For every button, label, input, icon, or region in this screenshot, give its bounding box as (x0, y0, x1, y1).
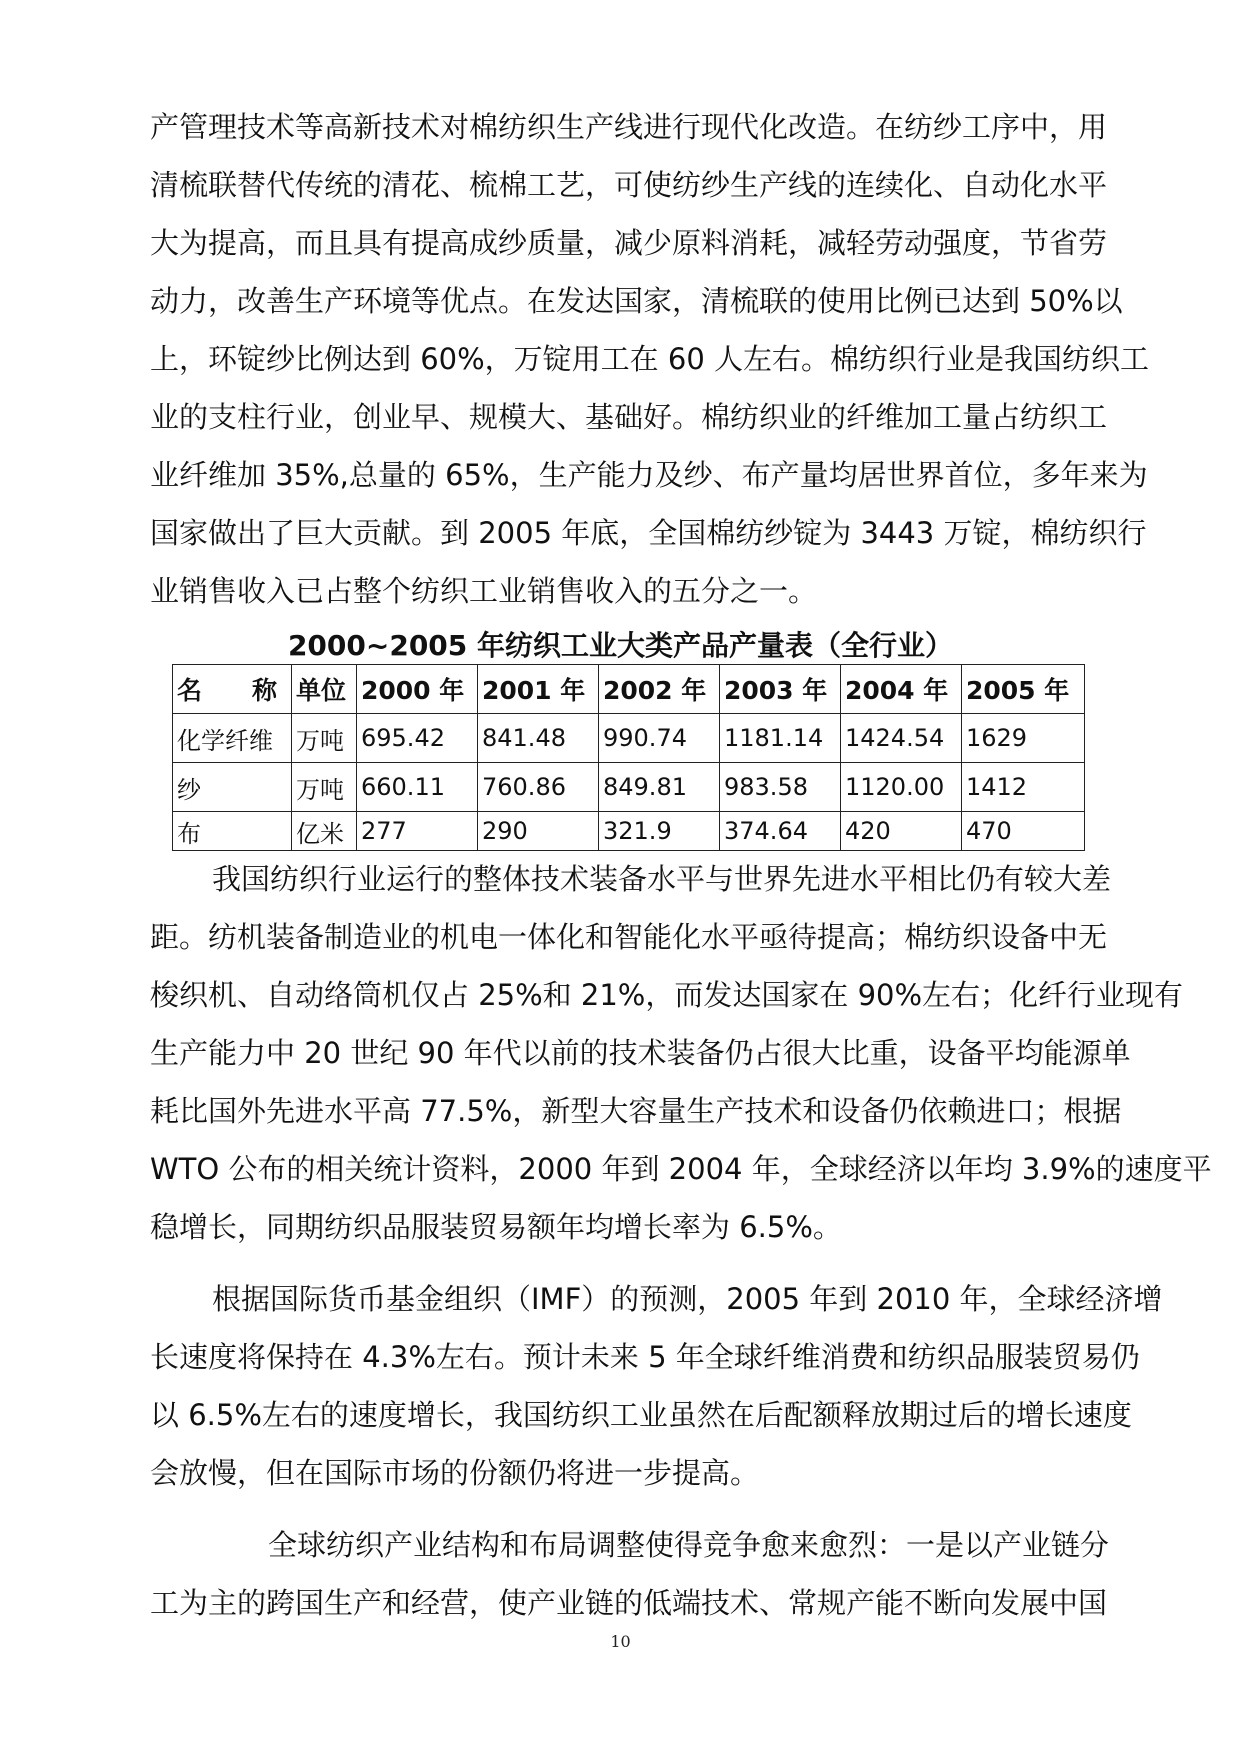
table-cell: 纱 (173, 763, 292, 812)
production-table (172, 664, 1085, 851)
text-line: 生产能力中 20 世纪 90 年代以前的技术装备仍占很大比重，设备平均能源单 (150, 1036, 1131, 1070)
text-line: WTO 公布的相关统计资料，2000 年到 2004 年，全球经济以年均 3.9%的速度平 (150, 1152, 1212, 1186)
text-line: 产管理技术等高新技术对棉纺织生产线进行现代化改造。在纺纱工序中，用 (150, 110, 1108, 144)
header-cell: 2000 年 (357, 665, 478, 714)
table-row (173, 812, 1085, 851)
text-line: 距。纺机装备制造业的机电一体化和智能化水平亟待提高；棉纺织设备中无 (150, 920, 1108, 954)
header-cell: 名 称 (173, 665, 292, 714)
table-cell: 1120.00 (841, 763, 962, 812)
text-line: 稳增长，同期纺织品服装贸易额年均增长率为 6.5%。 (150, 1210, 842, 1244)
table-cell: 290 (478, 812, 599, 851)
text-line: 业销售收入已占整个纺织工业销售收入的五分之一。 (150, 574, 818, 608)
table-cell: 321.9 (599, 812, 720, 851)
text-line: 长速度将保持在 4.3%左右。预计未来 5 年全球纤维消费和纺织品服装贸易仍 (150, 1340, 1140, 1374)
table-cell: 万吨 (292, 763, 357, 812)
table-cell: 841.48 (478, 714, 599, 763)
page-number: 10 (610, 1632, 631, 1651)
table-cell: 990.74 (599, 714, 720, 763)
text-line: 根据国际货币基金组织（IMF）的预测，2005 年到 2010 年，全球经济增 (212, 1282, 1163, 1316)
header-cell: 2003 年 (720, 665, 841, 714)
table-row (173, 763, 1085, 812)
table-row (173, 714, 1085, 763)
table-cell: 760.86 (478, 763, 599, 812)
table-header-row (173, 665, 1085, 714)
table-cell: 420 (841, 812, 962, 851)
text-line: 大为提高，而且具有提高成纱质量，减少原料消耗，减轻劳动强度，节省劳 (150, 226, 1108, 260)
table-cell: 277 (357, 812, 478, 851)
text-line: 清梳联替代传统的清花、梳棉工艺，可使纺纱生产线的连续化、自动化水平 (150, 168, 1108, 202)
table-cell: 470 (962, 812, 1085, 851)
text-line: 梭织机、自动络筒机仅占 25%和 21%，而发达国家在 90%左右；化纤行业现有 (150, 978, 1184, 1012)
text-line: 国家做出了巨大贡献。到 2005 年底，全国棉纺纱锭为 3443 万锭，棉纺织行 (150, 516, 1147, 550)
header-cell: 2005 年 (962, 665, 1085, 714)
table-cell: 布 (173, 812, 292, 851)
text-line: 我国纺织行业运行的整体技术装备水平与世界先进水平相比仍有较大差 (212, 862, 1112, 896)
text-line: 会放慢，但在国际市场的份额仍将进一步提高。 (150, 1456, 760, 1490)
text-line: 耗比国外先进水平高 77.5%，新型大容量生产技术和设备仍依赖进口；根据 (150, 1094, 1122, 1128)
header-cell: 单位 (292, 665, 357, 714)
header-cell: 2002 年 (599, 665, 720, 714)
table-cell: 亿米 (292, 812, 357, 851)
text-line: 以 6.5%左右的速度增长，我国纺织工业虽然在后配额释放期过后的增长速度 (150, 1398, 1132, 1432)
header-cell: 2001 年 (478, 665, 599, 714)
table-cell: 1181.14 (720, 714, 841, 763)
table-cell: 化学纤维 (173, 714, 292, 763)
text-line: 业的支柱行业，创业早、规模大、基础好。棉纺织业的纤维加工量占纺织工 (150, 400, 1108, 434)
text-line: 动力，改善生产环境等优点。在发达国家，清梳联的使用比例已达到 50%以 (150, 284, 1123, 318)
text-line: 工为主的跨国生产和经营，使产业链的低端技术、常规产能不断向发展中国 (150, 1586, 1108, 1620)
header-cell: 2004 年 (841, 665, 962, 714)
table-cell: 1629 (962, 714, 1085, 763)
text-line: 上，环锭纱比例达到 60%，万锭用工在 60 人左右。棉纺织行业是我国纺织工 (150, 342, 1150, 376)
table-cell: 1412 (962, 763, 1085, 812)
table-cell: 万吨 (292, 714, 357, 763)
table-cell: 1424.54 (841, 714, 962, 763)
table-title: 2000~2005 年纺织工业大类产品产量表（全行业） (287, 629, 954, 662)
table-cell: 695.42 (357, 714, 478, 763)
table-cell: 983.58 (720, 763, 841, 812)
table-cell: 660.11 (357, 763, 478, 812)
text-line: 全球纺织产业结构和布局调整使得竞争愈来愈烈：一是以产业链分 (268, 1528, 1110, 1562)
text-line: 业纤维加 35%,总量的 65%，生产能力及纱、布产量均居世界首位，多年来为 (150, 458, 1148, 492)
table-cell: 849.81 (599, 763, 720, 812)
table-cell: 374.64 (720, 812, 841, 851)
